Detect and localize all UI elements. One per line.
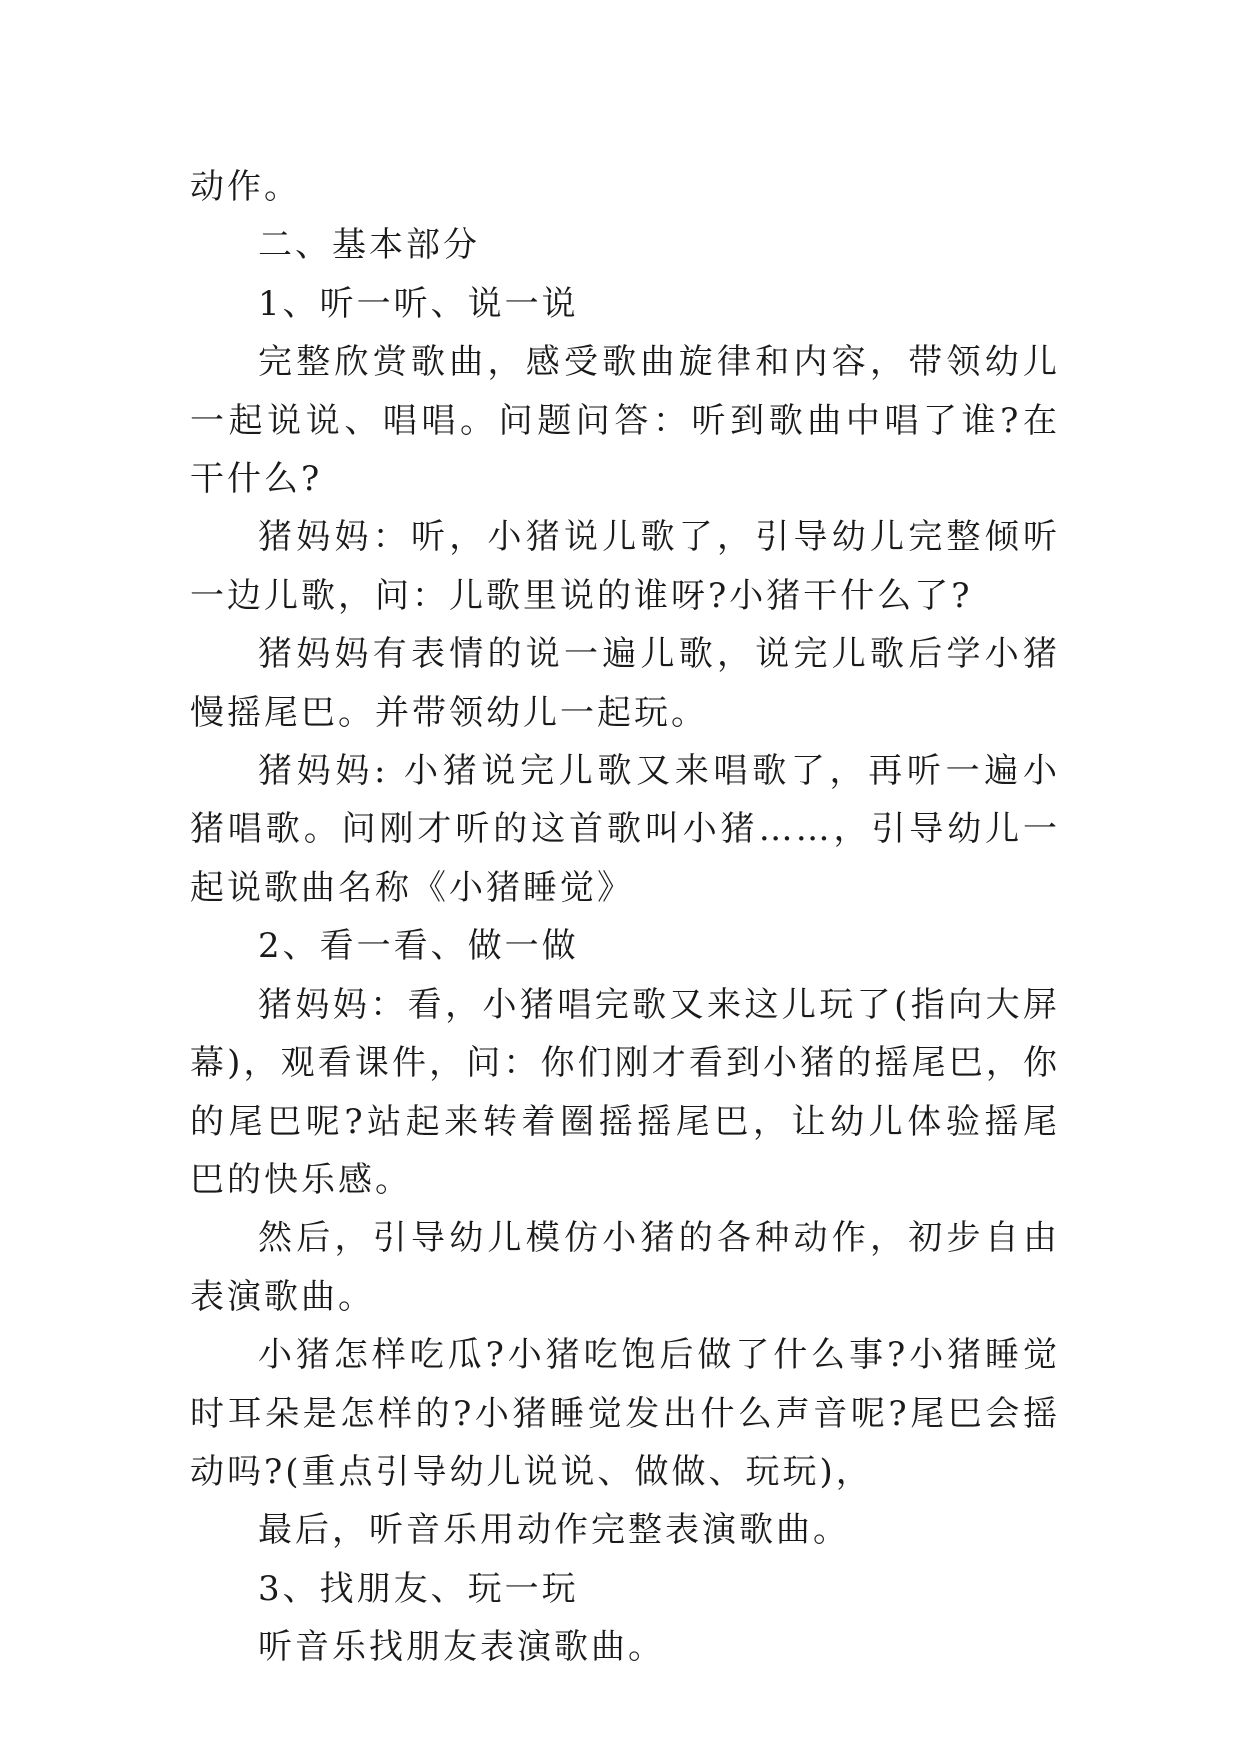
paragraph: 猪妈妈：看，小猪唱完歌又来这儿玩了(指向大屏幕)，观看课件，问：你们刚才看到小猪的摇尾巴，你的尾巴呢?站起来转着圈摇摇尾巴，让幼儿体验摇尾巴的快乐感。 [190, 984, 1060, 1200]
paragraph: 最后，听音乐用动作完整表演歌曲。 [258, 1510, 850, 1551]
subsection-heading-listen: 1、听一听、说一说 [258, 283, 579, 324]
paragraph: 完整欣赏歌曲，感受歌曲旋律和内容，带领幼儿一起说说、唱唱。问题问答：听到歌曲中唱了谁?在干什么? [190, 342, 1060, 500]
document-body [190, 158, 1060, 1677]
section-heading-basic: 二、基本部分 [258, 225, 480, 266]
paragraph-continuation: 动作。 [190, 167, 301, 207]
paragraph: 猪妈妈：听，小猪说儿歌了，引导幼儿完整倾听一边儿歌，问：儿歌里说的谁呀?小猪干什么了? [190, 517, 1060, 616]
paragraph: 小猪怎样吃瓜?小猪吃饱后做了什么事?小猪睡觉时耳朵是怎样的?小猪睡觉发出什么声音呢?尾巴会摇动吗?(重点引导幼儿说说、做做、玩玩)， [190, 1335, 1060, 1492]
subsection-heading-friends: 3、找朋友、玩一玩 [258, 1568, 579, 1609]
subsection-heading-watch: 2、看一看、做一做 [258, 926, 579, 967]
paragraph: 然后，引导幼儿模仿小猪的各种动作，初步自由表演歌曲。 [190, 1218, 1060, 1317]
paragraph: 猪妈妈: 小猪说完儿歌又来唱歌了，再听一遍小猪唱歌。问刚才听的这首歌叫小猪……，引导幼儿一起说歌曲名称《小猪睡觉》 [190, 751, 1060, 908]
paragraph: 听音乐找朋友表演歌曲。 [258, 1627, 665, 1668]
paragraph: 猪妈妈有表情的说一遍儿歌，说完儿歌后学小猪慢摇尾巴。并带领幼儿一起玩。 [190, 634, 1060, 733]
